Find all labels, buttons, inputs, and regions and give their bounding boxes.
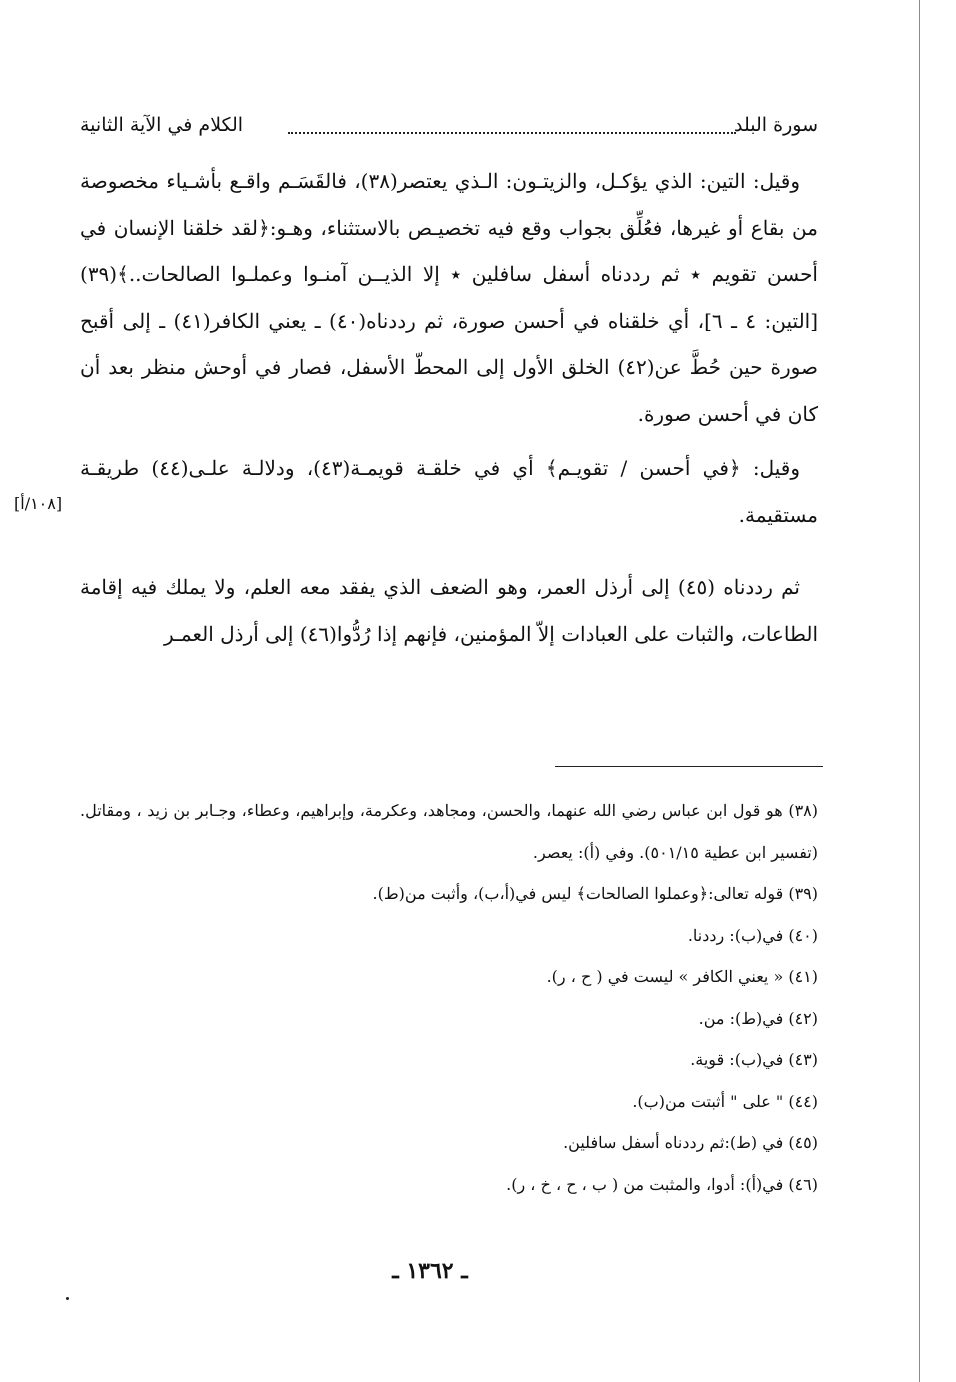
- paragraph-1: وقيل: التين: الذي يؤكـل، والزيتـون: الـذي يعتصر(٣٨)، فالقَسَـم واقـع بأشـياء مخصوصة من بقاع أو غيرها، فعُلِّق بجواب وقع فيه تخصيـص بالاستثناء، وهـو:﴿لقد خلقنا الإنسان في أحسن تقويم ٭ ثم رددناه أسفل سافلين ٭ إلا الذيــن آمنـوا وعملـوا الصالحات..﴾(٣٩) [التين: ٤ ـ ٦]، أي خلقناه في أحسن صورة، ثم رددناه(٤٠) ـ يعني الكافر(٤١) ـ إلى أقبح صورة حين حُطَّ عن(٤٢) الخلق الأول إلى المحطّ الأسفل، فصار في أوحش منظر بعد أن كان في أحسن صورة.: [80, 169, 819, 426]
- footnote-45: (٤٥) في (ط):ثم رددناه أسفل سافلين.: [563, 1133, 818, 1152]
- footnote-43: (٤٣) في(ب): قوية.: [690, 1050, 818, 1069]
- footnote-40: (٤٠) في(ب): رددنا.: [687, 925, 818, 945]
- running-header: [80, 108, 818, 142]
- footnotes: [80, 790, 818, 1205]
- page-number: ـ ١٣٦٢ ـ: [392, 1258, 468, 1284]
- header-dot-leader: [288, 108, 736, 134]
- footnote-39: (٣٩) قوله تعالى:﴿وعملوا الصالحات﴾ ليس في(أ،ب)، وأثبت من(ط).: [372, 884, 818, 903]
- scan-edge-line: [919, 0, 920, 1382]
- paragraph-2: وقيل: ﴿في أحسن / تقويـم﴾ أي في خلقـة قويمـة(٤٣)، ودلالـة علـى(٤٤) طريقـة مستقيمة.: [80, 456, 818, 527]
- footnote-41: (٤١) « يعني الكافر » ليست في ( ح ، ر).: [546, 967, 818, 986]
- paragraph-3: ثم رددناه (٤٥) إلى أرذل العمر، وهو الضعف الذي يفقد معه العلم، ولا يملك فيه إقامة الطاعات، والثبات على العبادات إلاّ المؤمنين، فإنهم إذا رُدُّوا(٤٦) إلى أرذل العمـر: [80, 575, 818, 646]
- footnote-46: (٤٦) في(أ): أدوا، والمثبت من ( ب ، ح ، خ ، ر).: [506, 1174, 818, 1194]
- footnote-42: (٤٢) في(ط): من.: [698, 1008, 818, 1028]
- header-surah-name: سورة البلد: [734, 114, 818, 136]
- footnote-separator: [555, 766, 823, 767]
- footnote-44: (٤٤) " على " أثبتت من(ب).: [632, 1091, 818, 1111]
- manuscript-folio-reference: [١٠٨/أ]: [14, 494, 63, 513]
- header-section-title: الكلام في الآية الثانية: [80, 114, 244, 136]
- main-text: [80, 158, 818, 657]
- footnote-38: (٣٨) هو قول ابن عباس رضي الله عنهما، والحسن، ومجاهد، وعكرمة، وإبراهيم، وعطاء، وجـابر بن زيد ، ومقاتل. (تفسير ابن عطية ٥٠١/١٥). وفي (أ): يعصر.: [80, 801, 819, 862]
- scan-speck: [66, 1297, 69, 1300]
